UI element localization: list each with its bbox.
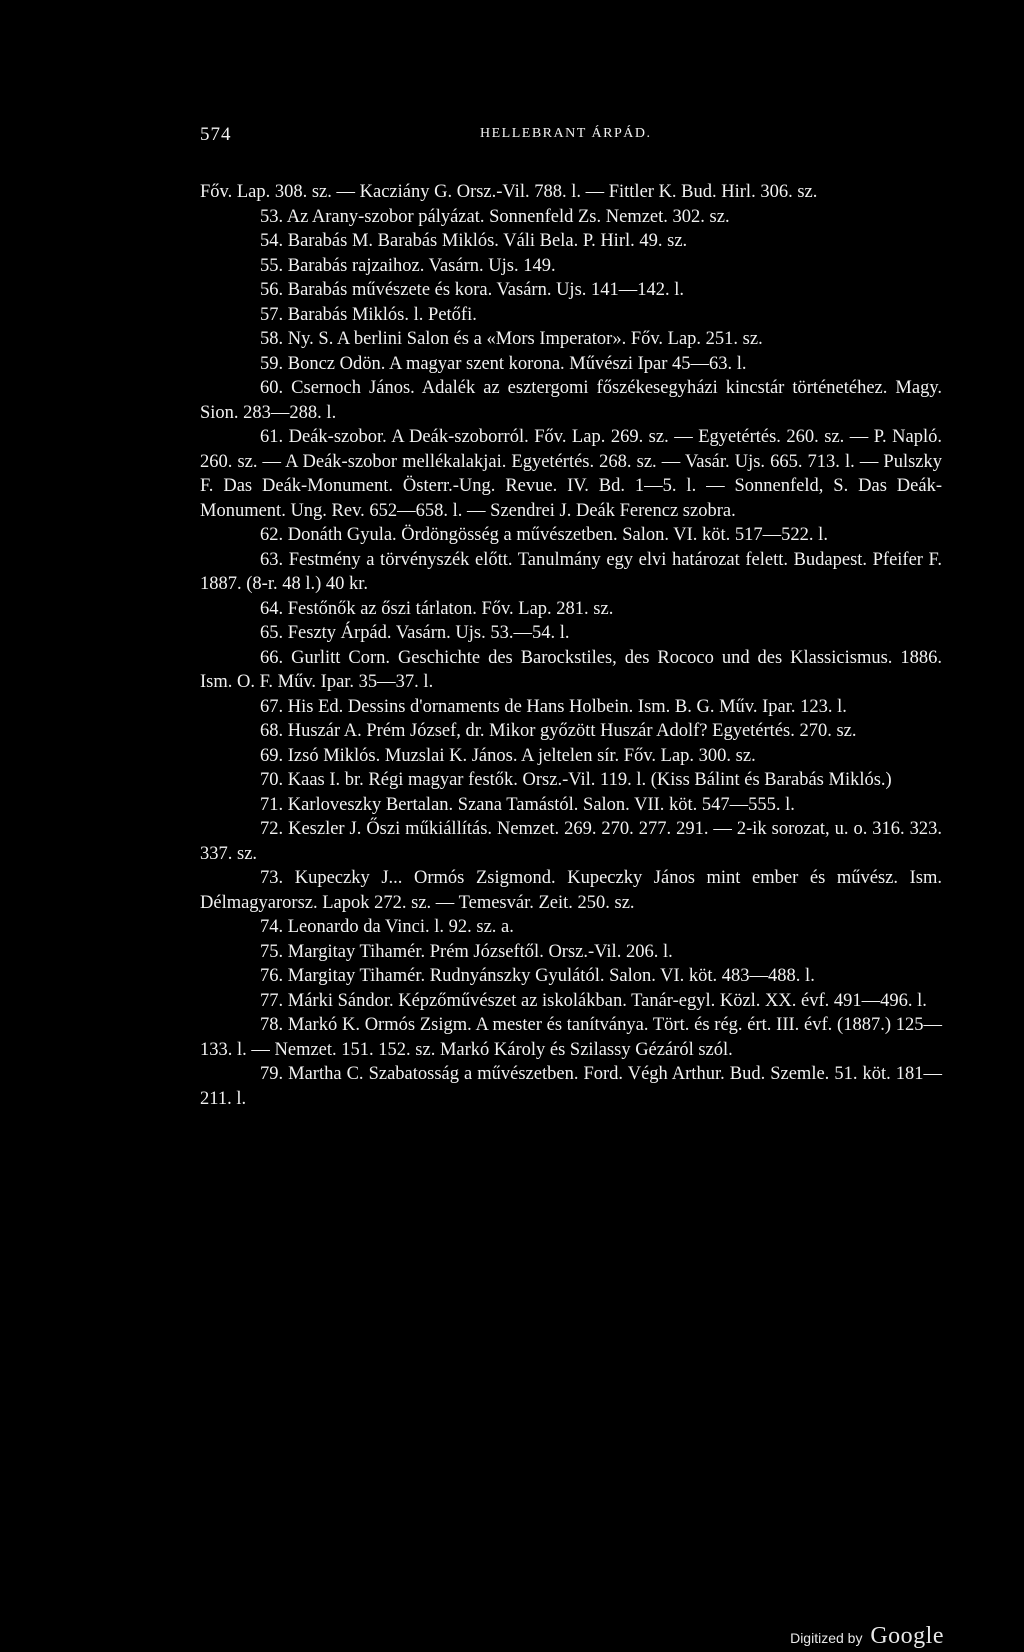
google-logo: Google (870, 1623, 944, 1649)
bibliography-entry: 53. Az Arany-szobor pályázat. Sonnenfeld Zs. Nemzet. 302. sz. (260, 206, 730, 227)
bibliography-entry: 59. Boncz Odön. A magyar szent korona. Művészi Ipar 45—63. l. (260, 353, 747, 374)
bibliography-entry: 79. Martha C. Szabatosság a művészetben. Ford. Végh Arthur. Bud. Szemle. 51. köt. 181—211. l. (200, 1064, 942, 1109)
bibliography-entry: 55. Barabás rajzaihoz. Vasárn. Ujs. 149. (260, 255, 556, 276)
bibliography-entry: 71. Karloveszky Bertalan. Szana Tamástól. Salon. VII. köt. 547—555. l. (260, 794, 795, 815)
bibliography-entry: 77. Márki Sándor. Képzőművészet az iskolákban. Tanár-egyl. Közl. XX. évf. 491—496. l. (260, 990, 927, 1011)
bibliography-entry: 69. Izsó Miklós. Muzslai K. János. A jeltelen sír. Főv. Lap. 300. sz. (260, 745, 756, 766)
bibliography-entry: 66. Gurlitt Corn. Geschichte des Barockstiles, des Rococo und des Klassicismus. 1886. Ism. O. F. Műv. Ipar. 35—37. l. (200, 647, 942, 692)
bibliography-entry: 60. Csernoch János. Adalék az esztergomi főszékesegyházi kincstár történetéhez. Magy. Sion. 283—288. l. (200, 378, 942, 423)
bibliography-entry: 62. Donáth Gyula. Ördöngösség a művészetben. Salon. VI. köt. 517—522. l. (260, 525, 828, 545)
bibliography-entry: 56. Barabás művészete és kora. Vasárn. Ujs. 141—142. l. (260, 280, 685, 300)
bibliography-entry: 73. Kupeczky J... Ormós Zsigmond. Kupeczky János mint ember és művész. Ism. Délmagyarorsz. Lapok 272. sz. — Temesvár. Zeit. 250. sz. (200, 868, 942, 913)
bibliography-entry: 74. Leonardo da Vinci. l. 92. sz. a. (260, 917, 514, 937)
page-header (200, 124, 940, 154)
running-head: HELLEBRANT ÁRPÁD. (480, 126, 652, 141)
bibliography-entry: Főv. Lap. 308. sz. — Kacziány G. Orsz.-Vil. 788. l. — Fittler K. Bud. Hirl. 306. sz. (200, 182, 818, 202)
bibliography-entry: 78. Markó K. Ormós Zsigm. A mester és tanítványa. Tört. és rég. ért. III. évf. (1887.) 125—133. l. — Nemzet. 151. 152. sz. Markó Károly és Szilassy Gézáról szól. (200, 1015, 942, 1060)
bibliography-entry: 57. Barabás Miklós. l. Petőfi. (260, 304, 477, 325)
bibliography-entry: 70. Kaas I. br. Régi magyar festők. Orsz.-Vil. 119. l. (Kiss Bálint és Barabás Miklós.) (260, 770, 892, 790)
digitized-label: Digitized by (790, 1630, 863, 1646)
bibliography-entry: 54. Barabás M. Barabás Miklós. Váli Bela. P. Hirl. 49. sz. (260, 231, 688, 251)
bibliography-entry: 68. Huszár A. Prém József, dr. Mikor győzött Huszár Adolf? Egyetértés. 270. sz. (260, 721, 857, 741)
bibliography-entry: 72. Keszler J. Őszi műkiállítás. Nemzet. 269. 270. 277. 291. — 2-ik sorozat, u. o. 316. 323. 337. sz. (200, 819, 942, 864)
bibliography-entry: 64. Festőnők az őszi tárlaton. Főv. Lap. 281. sz. (260, 598, 614, 619)
digitized-by-watermark (790, 1623, 944, 1650)
bibliography-entry: 76. Margitay Tihamér. Rudnyánszky Gyulától. Salon. VI. köt. 483—488. l. (260, 966, 815, 986)
page-number: 574 (200, 124, 232, 145)
bibliography-entry: 58. Ny. S. A berlini Salon és a «Mors Imperator». Főv. Lap. 251. sz. (260, 329, 763, 349)
bibliography-entry: 67. His Ed. Dessins d'ornaments de Hans Holbein. Ism. B. G. Műv. Ipar. 123. l. (260, 696, 847, 717)
bibliography-entry: 61. Deák-szobor. A Deák-szoborról. Főv. Lap. 269. sz. — Egyetértés. 260. sz. — P. Napló. 260. sz. — A Deák-szobor mellékalakjai. Egyetértés. 268. sz. — Vasár. Ujs. 665. 713. l. — Pulszky F. Das Deák-Monument. Österr.-Ung. Revue. IV. Bd. 1—5. l. — Sonnenfeld, S. Das Deák-Monument. Ung. Rev. 652—658. l. — Szendrei J. Deák Ferencz szobra. (200, 427, 942, 521)
bibliography-entry: 63. Festmény a törvényszék előtt. Tanulmány egy elvi határozat felett. Budapest. Pfeifer F. 1887. (8-r. 48 l.) 40 kr. (200, 549, 942, 594)
bibliography-list (200, 180, 942, 1111)
bibliography-entry: 65. Feszty Árpád. Vasárn. Ujs. 53.—54. l. (260, 623, 570, 643)
bibliography-entry: 75. Margitay Tihamér. Prém Józseftől. Orsz.-Vil. 206. l. (260, 941, 673, 962)
